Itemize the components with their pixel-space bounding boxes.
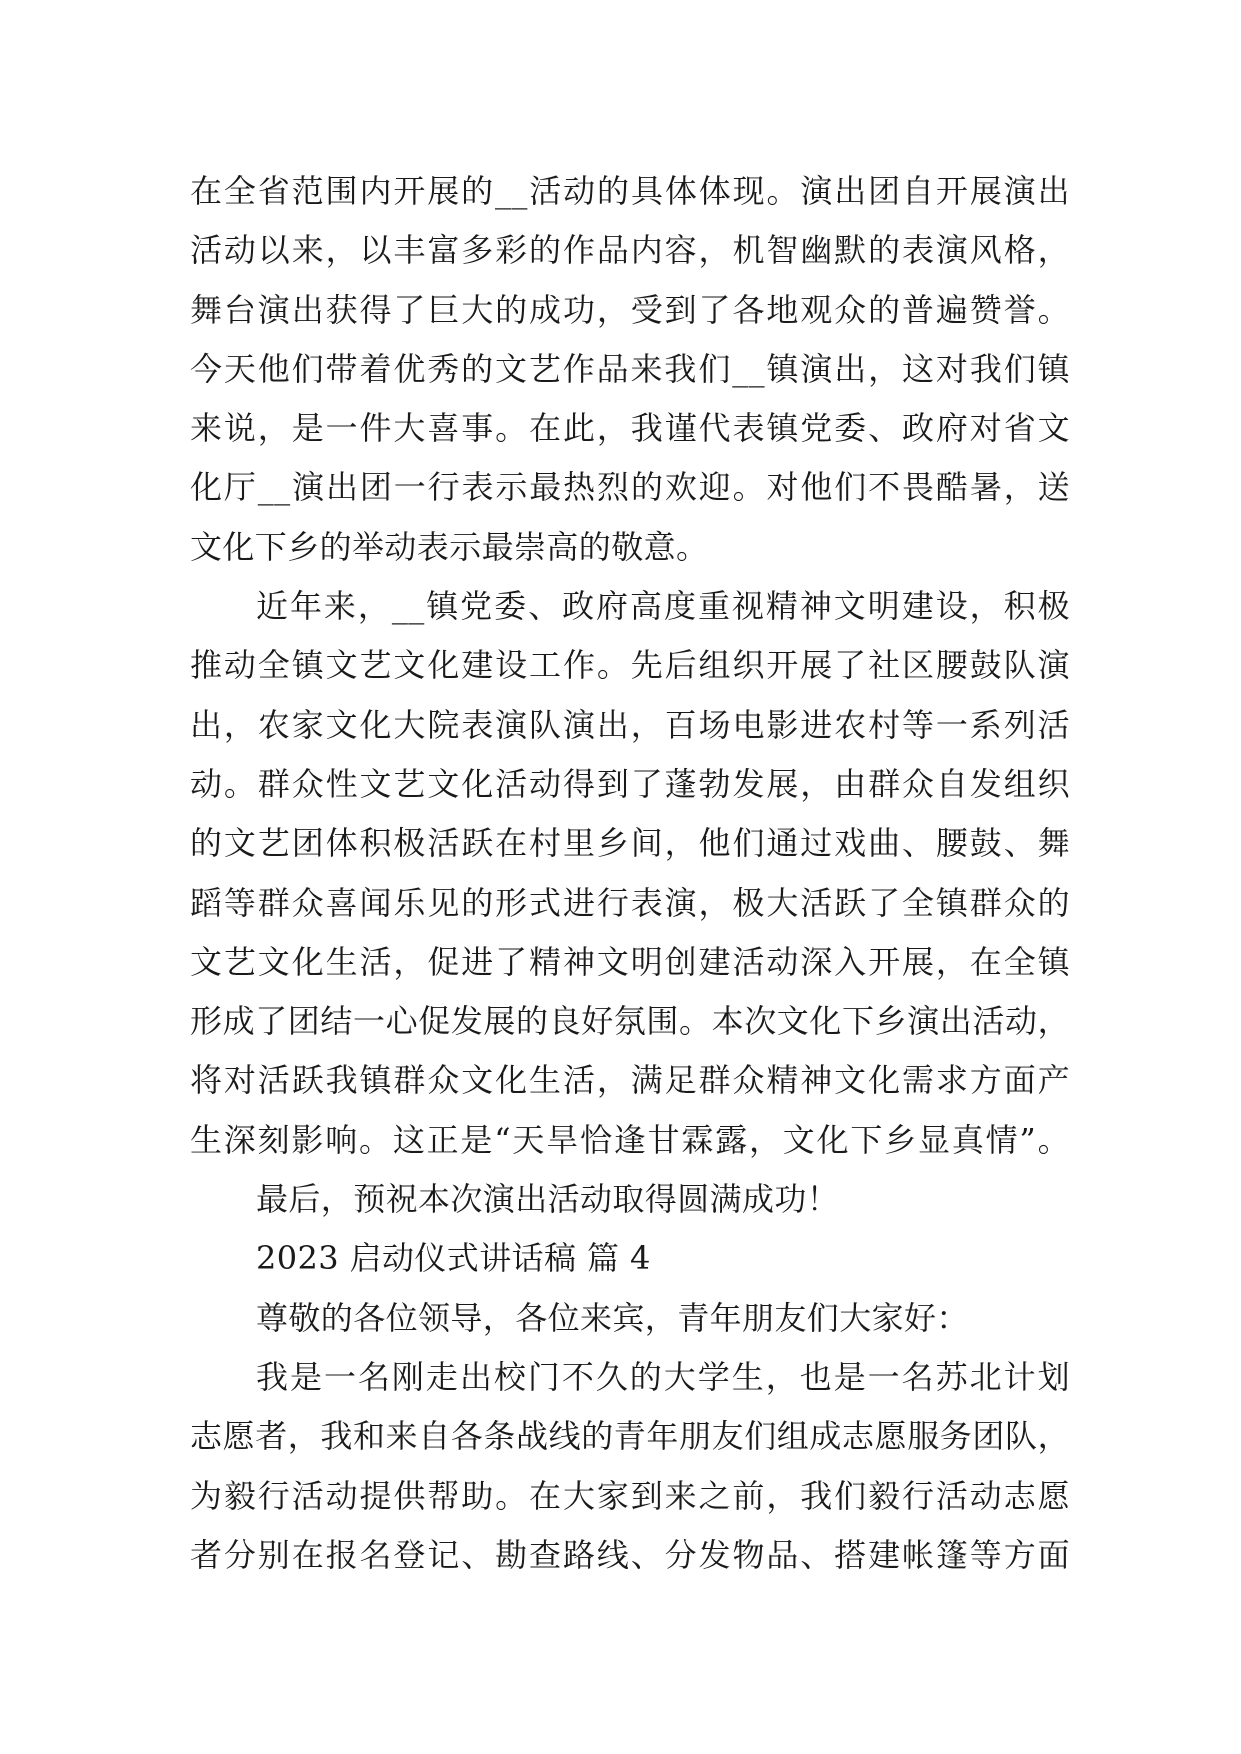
text-line: 今天他们带着优秀的文艺作品来我们__镇演出，这对我们镇 — [190, 349, 1070, 388]
document-body — [190, 162, 1070, 1585]
paragraph-first-line: 我是一名刚走出校门不久的大学生，也是一名苏北计划 — [256, 1357, 1070, 1396]
text-line: 为毅行活动提供帮助。在大家到来之前，我们毅行活动志愿 — [190, 1476, 1070, 1515]
text-line: 将对活跃我镇群众文化生活，满足群众精神文化需求方面产 — [190, 1061, 1070, 1100]
section-heading: 2023 启动仪式讲话稿 篇 4 — [256, 1239, 651, 1278]
text-line: 形成了团结一心促发展的良好氛围。本次文化下乡演出活动， — [190, 1002, 1070, 1041]
text-line: 生深刻影响。这正是“天旱恰逢甘霖露，文化下乡显真情”。 — [190, 1120, 1070, 1159]
text-line: 舞台演出获得了巨大的成功，受到了各地观众的普遍赞誉。 — [190, 290, 1070, 329]
text-line: 出，农家文化大院表演队演出，百场电影进农村等一系列活 — [190, 705, 1070, 744]
text-line: 活动以来，以丰富多彩的作品内容，机智幽默的表演风格， — [190, 231, 1070, 270]
text-line: 在全省范围内开展的__活动的具体体现。演出团自开展演出 — [190, 172, 1070, 210]
text-line: 推动全镇文艺文化建设工作。先后组织开展了社区腰鼓队演 — [190, 646, 1070, 685]
text-line: 的文艺团体积极活跃在村里乡间，他们通过戏曲、腰鼓、舞 — [190, 824, 1070, 863]
text-line: 文艺文化生活，促进了精神文明创建活动深入开展，在全镇 — [190, 942, 1070, 981]
paragraph-first-line: 近年来，__镇党委、政府高度重视精神文明建设，积极 — [256, 587, 1070, 626]
text-line: 者分别在报名登记、勘查路线、分发物品、搭建帐篷等方面 — [190, 1535, 1070, 1574]
salutation-line: 尊敬的各位领导，各位来宾，青年朋友们大家好： — [256, 1298, 969, 1337]
closing-line: 最后，预祝本次演出活动取得圆满成功！ — [256, 1180, 840, 1219]
text-line: 来说，是一件大喜事。在此，我谨代表镇党委、政府对省文 — [190, 409, 1070, 448]
text-line: 蹈等群众喜闻乐见的形式进行表演，极大活跃了全镇群众的 — [190, 883, 1070, 922]
text-line: 化厅__演出团一行表示最热烈的欢迎。对他们不畏酷暑，送 — [190, 468, 1070, 507]
text-line: 动。群众性文艺文化活动得到了蓬勃发展，由群众自发组织 — [190, 764, 1070, 803]
text-line: 志愿者，我和来自各条战线的青年朋友们组成志愿服务团队， — [190, 1417, 1070, 1456]
text-line: 文化下乡的举动表示最崇高的敬意。 — [190, 527, 709, 566]
